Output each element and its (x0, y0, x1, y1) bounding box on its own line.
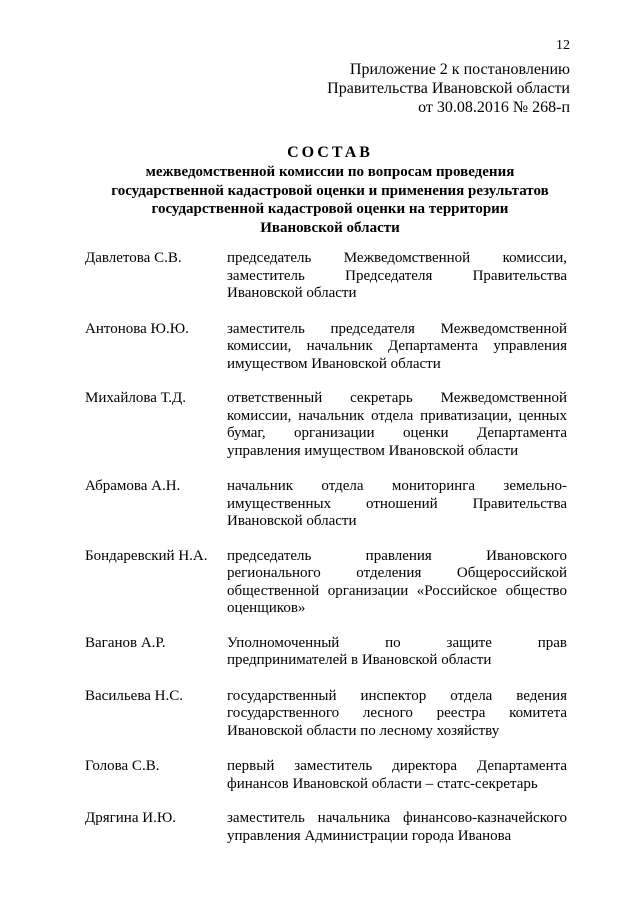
appendix-line: Правительства Ивановской области (327, 80, 570, 97)
member-role-line: Ивановской области по лесному хозяйству (227, 722, 500, 739)
member-entry (85, 548, 567, 618)
member-role-line: оценщиков» (227, 600, 306, 616)
member-name: Бондаревский Н.А. (85, 547, 208, 564)
member-role-line: Ивановской области (227, 513, 357, 529)
member-role-line: комиссии, начальник отдела приватизации, ценных (227, 407, 567, 424)
member-role-line: председатель правления Ивановского (227, 547, 567, 564)
member-role (227, 548, 567, 618)
document-title: СОСТАВ (287, 144, 373, 161)
member-role (227, 635, 567, 670)
member-entry (85, 390, 567, 460)
member-role (227, 390, 567, 460)
appendix-reference (327, 60, 570, 117)
member-role-line: начальник отдела мониторинга земельно- (227, 478, 567, 494)
member-name: Михайлова Т.Д. (85, 390, 187, 406)
document-subtitle-line: Ивановской области (260, 219, 400, 236)
member-name: Васильева Н.С. (85, 687, 183, 704)
member-name: Голова С.В. (85, 758, 160, 774)
member-role-line: имущественных отношений Правительства (227, 495, 567, 512)
appendix-line: Приложение 2 к постановлению (349, 61, 570, 78)
commission-members-list (85, 250, 567, 845)
member-role (227, 758, 567, 793)
member-entry (85, 758, 567, 793)
member-name: Дрягина И.Ю. (85, 810, 176, 826)
member-role-line: управления имуществом Ивановской области (227, 442, 519, 459)
member-name: Ваганов А.Р. (85, 634, 166, 651)
member-role (227, 688, 567, 741)
member-role-line: комиссии, начальник Департамента управления (227, 338, 567, 354)
member-role (227, 250, 567, 303)
member-role (227, 478, 567, 531)
member-role-line: заместитель председателя Межведомственной (227, 320, 567, 337)
page-number: 12 (556, 38, 570, 53)
appendix-line: от 30.08.2016 № 268-п (418, 99, 570, 116)
member-role-line: первый заместитель директора Департамента (227, 758, 567, 774)
document-subtitle-line: государственной кадастровой оценки на территории (151, 201, 509, 217)
member-entry (85, 250, 567, 303)
member-name: Давлетова С.В. (85, 250, 182, 266)
member-role-line: Ивановской области (227, 285, 357, 301)
member-role-line: Уполномоченный по защите прав (227, 634, 567, 651)
document-subtitle-line: государственной кадастровой оценки и применения результатов (111, 182, 549, 199)
document-subtitle-line: межведомственной комиссии по вопросам проведения (145, 164, 515, 180)
member-role (227, 810, 567, 845)
document-title-block (60, 143, 600, 237)
member-role-line: предпринимателей в Ивановской области (227, 652, 492, 668)
member-entry (85, 321, 567, 374)
member-role-line: государственный инспектор отдела ведения (227, 687, 567, 704)
member-role-line: бумаг, организации оценки Департамента (227, 425, 567, 441)
member-role-line: управления Администрации города Иванова (227, 827, 512, 844)
member-entry (85, 688, 567, 741)
member-role-line: ответственный секретарь Межведомственной (227, 390, 567, 406)
member-role-line: председатель Межведомственной комиссии, (227, 250, 567, 266)
member-role-line: государственного лесного реестра комитета (227, 705, 567, 721)
member-role (227, 321, 567, 374)
member-role-line: имуществом Ивановской области (227, 355, 441, 372)
member-role-line: заместитель начальника финансово-казначейского (227, 810, 567, 826)
member-entry (85, 635, 567, 670)
member-name: Абрамова А.Н. (85, 478, 181, 494)
member-role-line: заместитель Председателя Правительства (227, 267, 567, 284)
member-entry (85, 810, 567, 845)
member-name: Антонова Ю.Ю. (85, 320, 189, 337)
member-role-line: финансов Ивановской области – статс-секретарь (227, 775, 538, 792)
member-role-line: регионального отделения Общероссийской (227, 565, 567, 581)
member-entry (85, 478, 567, 531)
member-role-line: общественной организации «Российское общество (227, 582, 567, 599)
